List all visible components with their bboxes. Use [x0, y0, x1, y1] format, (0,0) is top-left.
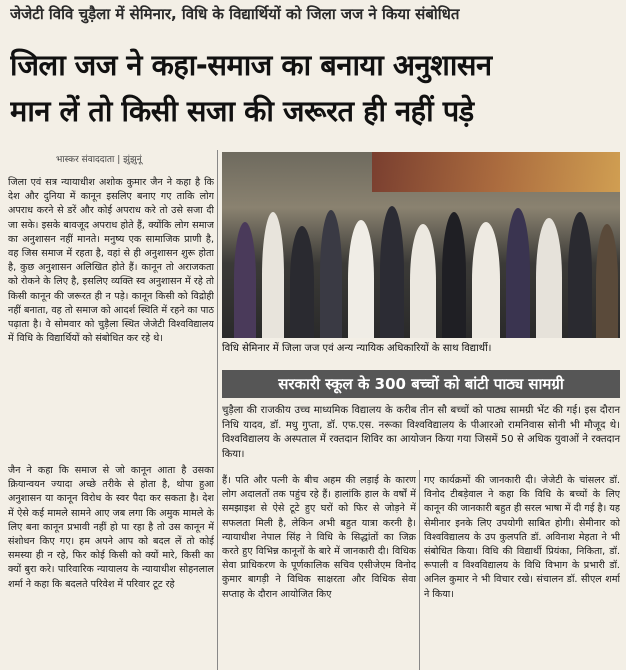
sub-story-headline: सरकारी स्कूल के 300 बच्चों को बांटी पाठ्य सामग्री — [222, 370, 620, 398]
article-column-3: गए कार्यक्रमों की जानकारी दी। जेजेटी के चांसलर डॉ. विनोद टीबड़ेवाल ने कहा कि विधि के बच्चों के लिए कानून की जानकारी बहुत ही सरल भाषा में दी गई है। यह सेमीनार इनके लिए उपयोगी साबित होगी। सेमीनार को विश्वविद्यालय के उप कुलपति डॉ. अविनाश मेहता ने भी संबोधित किया। विधि की विद्यार्थी प्रियंका, निकिता, डॉ. रूपाली व विश्वविद्यालय के विधि विभाग के प्रभारी डॉ. अनिल कुमार ने भी विचार रखे। संचालन डॉ. सीएल शर्मा ने किया। — [424, 475, 620, 600]
sub-story-text: चुड़ैला की राजकीय उच्च माध्यमिक विद्यालय के करीब तीन सौ बच्चों को पाठ्य सामग्री भेंट की गई। इस दौरान निधि यादव, डॉ. मधु गुप्ता, डॉ. एफ.एस. नरूका विश्वविद्यालय के पीआरओ रामनिवास सोनी भी मौजूद थे। विश्वविद्यालय के अस्पताल में रक्तदान शिविर का आयोजन किया गया जिसमें 50 से अधिक युवाओं ने रक्तदान किया। — [222, 405, 620, 460]
kicker-headline: जेजेटी विवि चुड़ैला में सेमिनार, विधि के विद्यार्थियों को जिला जज ने किया संबोधित — [10, 5, 460, 23]
byline: भास्कर संवाददाता | झुंझुनूं — [56, 155, 142, 165]
article-column-1-continued: जैन ने कहा कि समाज से जो कानून आता है उसका क्रियान्वयन ज्यादा अच्छे तरीके से होता है, थोपा हुआ अनुशासन या कानून विरोध के स्वर पैदा कर सकता है। देश में ऐसे कई मामले सामने आए जब लगा कि अमुक मामले के लिए बना कानून प्रभावी नहीं हो पा रहा है तो उस कानून में संशोधन किए गए। हम अपने आप को बदल लें तो कोई समस्या ही न रहे, फिर कोई किसी को क्यों मारे, किसी का क्यों बुरा करे। पारिवारिक न्यायालय के न्यायाधीश सोहनलाल शर्मा ने कहा कि बदलते परिवेश में परिवार टूट रहे — [8, 465, 214, 590]
headline-line-2: मान लें तो किसी सजा की जरूरत ही नहीं पड़े — [10, 94, 474, 128]
main-headline — [10, 42, 616, 134]
column-divider — [419, 470, 420, 670]
headline-line-1: जिला जज ने कहा-समाज का बनाया अनुशासन — [10, 48, 492, 82]
photo-caption: विधि सेमिनार में जिला जज एवं अन्य न्यायिक अधिकारियों के साथ विद्यार्थी। — [222, 343, 492, 354]
article-column-2: हैं। पति और पत्नी के बीच अहम की लड़ाई के कारण लोग अदालतों तक पहुंच रहे हैं। हालांकि हाल के वर्षों में समझाइश से ऐसे टूटे हुए घरों को फिर से जोड़ने में सफलता मिली है, लेकिन अभी बहुत यात्रा करनी है। न्यायाधीश नेपाल सिंह ने विधि के सिद्धांतों का जिक्र करते हुए विभिन्न कानूनों के बारे में जानकारी दी। विधिक सेवा प्राधिकरण के पूर्णकालिक सचिव एसीजेएम विनोद कुमार बागड़ी ने विधिक साक्षरता और विधिक सेवा सप्ताह के दौरान आयोजित किए — [222, 475, 416, 600]
column-divider — [217, 150, 218, 670]
photo-backdrop-banner — [372, 152, 620, 192]
article-column-1: जिला एवं सत्र न्यायाधीश अशोक कुमार जैन ने कहा है कि देश और दुनिया में कानून इसलिए बनाए गए ताकि लोग अपराध करने से डरें और कोई अपराध करे तो उसे सजा दी जा सके। इसके बावजूद अपराध होते हैं, क्योंकि लोग समाज का अनुशासन नहीं मानते। मनुष्य एक सामाजिक प्राणी है, वह जिस समाज में रहता है, वहां से ही अनुशासन शुरू होता है, कुछ अनुशासन अलिखित होते हैं। कानून तो अराजकता को रोकने के लिए है, इसलिए व्यक्ति स्व अनुशासन में रहे तो किसी कानून की जरूरत ही न पड़े। कानून किसी को विद्रोही नहीं बनाता, वह तो समाज को आदर्श स्थिति में रहने का पाठ पढ़ाता है। वे सोमवार को चुड़ैला स्थित जेजेटी विश्वविद्यालय में विधि के विद्यार्थियों को संबोधित कर रहे थे। — [8, 177, 214, 345]
group-photo — [222, 152, 620, 338]
